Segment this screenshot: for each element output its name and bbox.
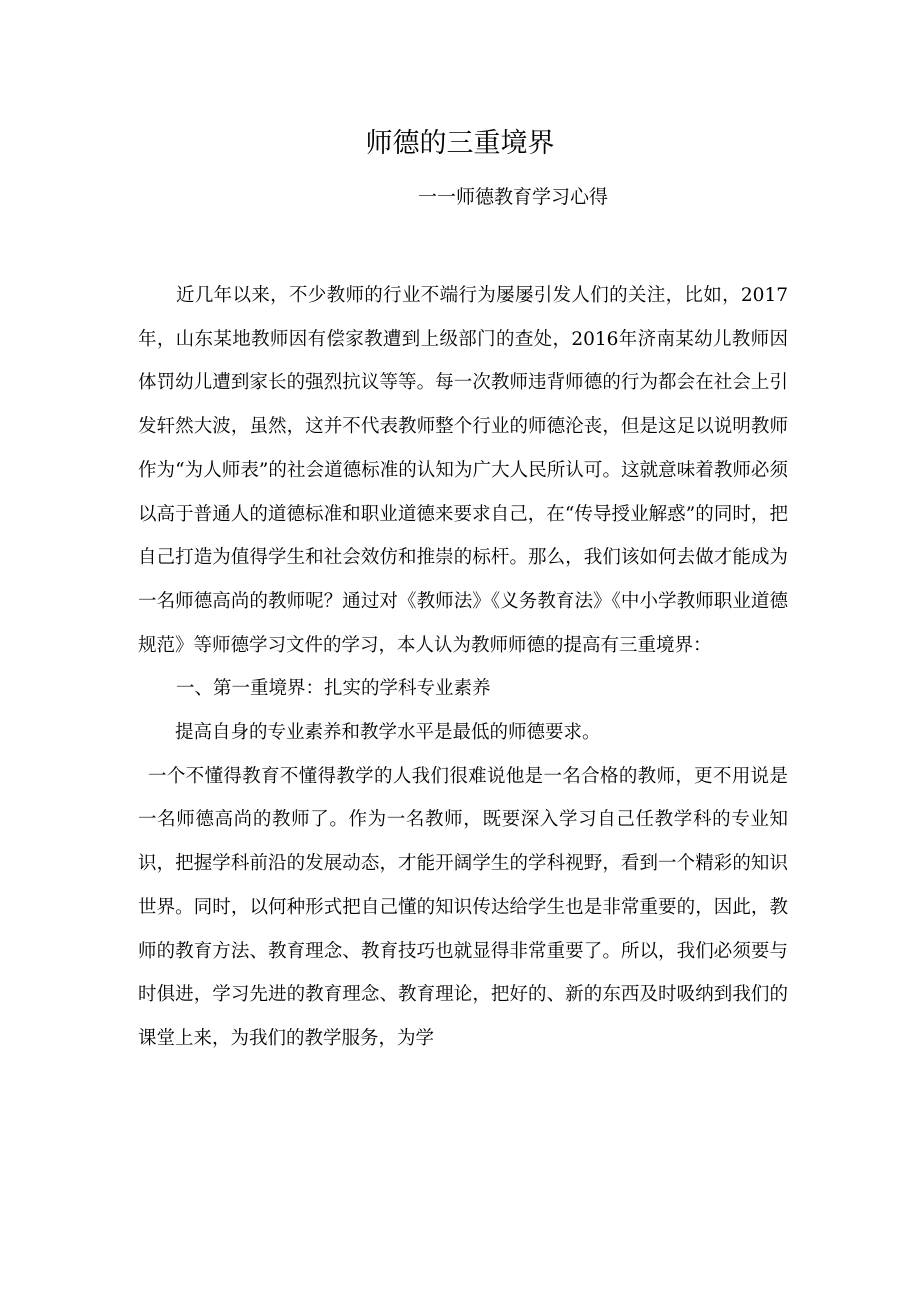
section-heading: 一、第一重境界：扎实的学科专业素养: [176, 678, 491, 700]
document-subtitle: 一一师德教育学习心得: [418, 186, 609, 208]
section-lead-paragraph: 提高自身的专业素养和教学水平是最低的师德要求。: [175, 722, 601, 744]
intro-paragraph: 近几年以来，不少教师的行业不端行为屡屡引发人们的关注，比如，2017年，山东某地教师因有偿家教遭到上级部门的查处，2016年济南某幼儿教师因体罚幼儿遭到家长的强烈抗议等等。每一次教师违背师德的行为都会在社会上引发轩然大波，虽然，这并不代表教师整个行业的师德沦丧，但是这足以说明教师作为“为人师表”的社会道德标准的认知为广大人民所认可。这就意味着教师必须以高于普通人的道德标准和职业道德来要求自己，在“传导授业解惑”的同时，把自己打造为值得学生和社会效仿和推崇的标杆。那么，我们该如何去做才能成为一名师德高尚的教师呢？通过对《教师法》《义务教育法》《中小学教师职业道德规范》等师德学习文件的学习，本人认为教师师德的提高有三重境界：: [138, 285, 788, 656]
document-body: [138, 274, 788, 1061]
section-body-paragraph: 一个不懂得教育不懂得教学的人我们很难说他是一名合格的教师，更不用说是一名师德高尚的教师了。作为一名教师，既要深入学习自己任教学科的专业知识，把握学科前沿的发展动态，才能开阔学生的学科视野，看到一个精彩的知识世界。同时，以何种形式把自己懂的知识传达给学生也是非常重要的，因此，教师的教育方法、教育理念、教育技巧也就显得非常重要了。所以，我们必须要与时俱进，学习先进的教育理念、教育理论，把好的、新的东西及时吸纳到我们的课堂上来，为我们的教学服务，为学: [138, 765, 788, 1049]
document-title: 师德的三重境界: [365, 128, 555, 159]
